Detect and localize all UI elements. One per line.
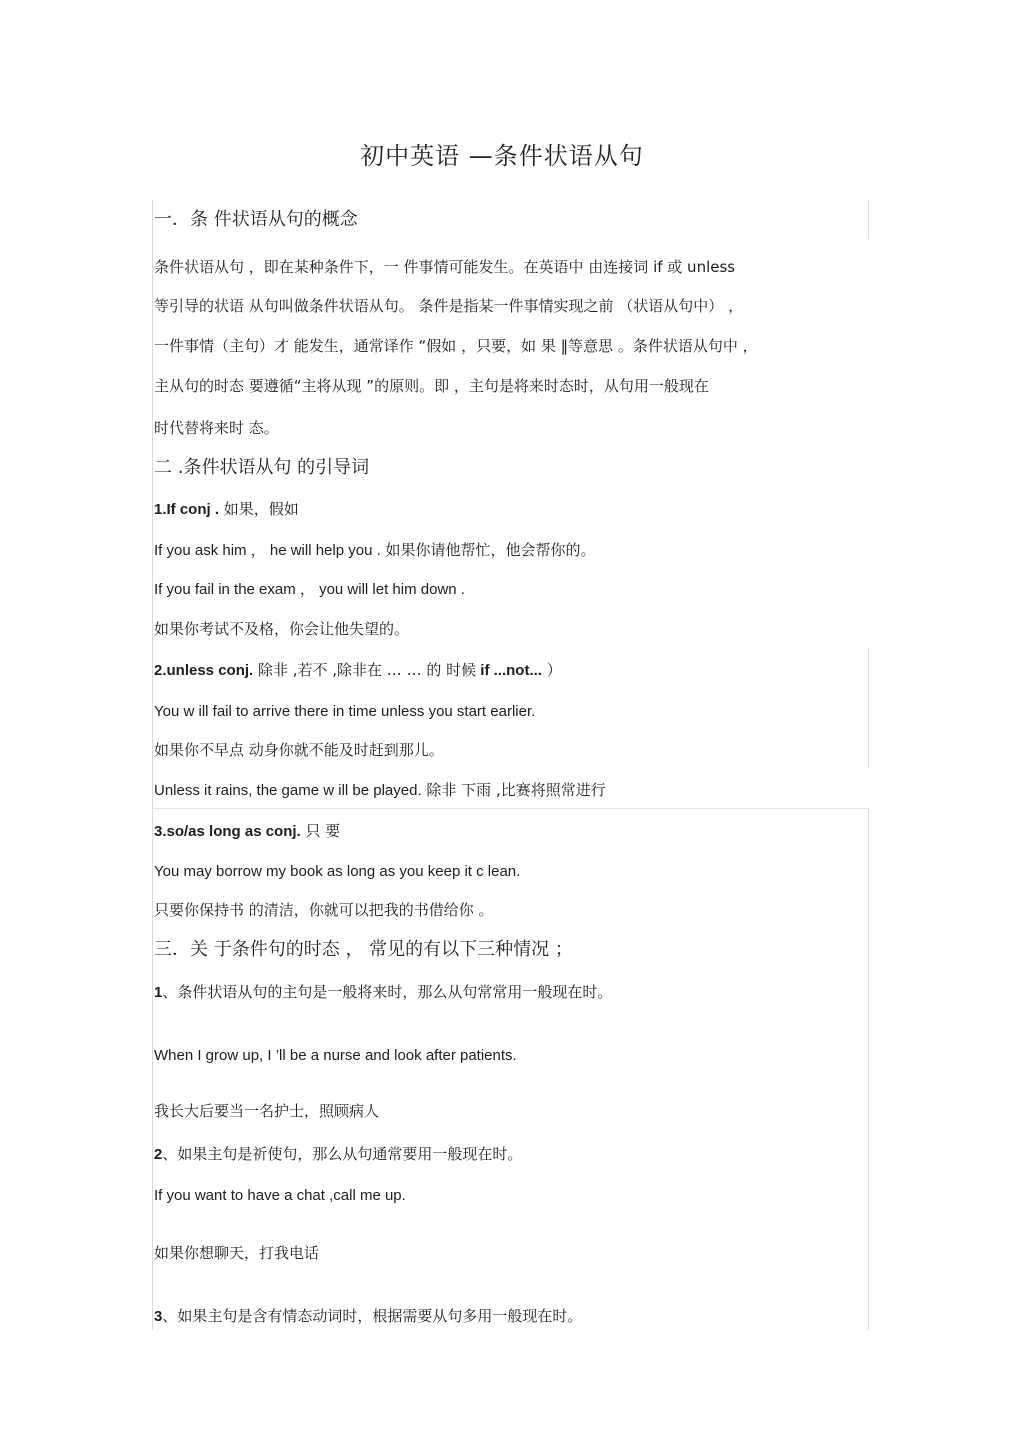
item-3-meaning: 只 要 [300, 822, 341, 840]
case-text: 、如果主句是含有情态动词时，根据需要从句多用一般现在时。 [162, 1307, 583, 1325]
case-2-rule [154, 1144, 522, 1165]
example-cn: 除非 下雨 ,比赛将照常进行 [421, 781, 606, 799]
case-number: 3 [154, 1308, 163, 1325]
scan-rule [152, 200, 153, 1330]
example-cn: 如果你请他帮忙，他会帮你的。 [380, 541, 596, 559]
example-cn: 如果你不早点 动身你就不能及时赶到那儿。 [154, 741, 444, 759]
case-1-rule [154, 982, 612, 1003]
item-3-label: 3.so/as long as conj. [154, 823, 301, 840]
example-cn: 只要你保持书 的清洁，你就可以把我的书借给你 。 [154, 901, 494, 919]
example-cn: 如果你想聊天，打我电话 [154, 1244, 320, 1262]
item-2-label: 2.unless conj. [154, 662, 254, 679]
paragraph-line: 条件状语从句 ，即在某种条件下，一 件事情可能发生。在英语中 由连接词 if 或 unless [154, 258, 736, 276]
case-text: 、条件状语从句的主句是一般将来时，那么从句常常用一般现在时。 [162, 983, 613, 1001]
section-3-heading: 三．关 于条件句的时态 ， 常见的有以下三种情况 ； [154, 939, 573, 960]
example-en: You may borrow my book as long as you keep it c lean. [154, 863, 521, 880]
example-en: If you fail in the exam ， you will let him down . [154, 581, 465, 598]
scan-rule [868, 648, 869, 768]
case-number: 2 [154, 1146, 163, 1163]
item-1-meaning: 如果，假如 [219, 500, 299, 518]
item-2-definition [154, 660, 562, 681]
item-3-definition [154, 821, 340, 842]
example-cn: 我长大后要当一名护士，照顾病人 [154, 1102, 380, 1120]
scan-rule [152, 808, 868, 809]
item-2-label-tail: if ...not... [476, 662, 542, 679]
scan-rule [868, 808, 869, 1330]
case-text: 、如果主句是祈使句，那么从句通常要用一般现在时。 [162, 1145, 523, 1163]
case-number: 1 [154, 984, 163, 1001]
item-1-label: 1.If conj . [154, 501, 220, 518]
item-2-meaning: 除非 ,若不 ,除非在 … … 的 时候 [253, 661, 477, 679]
section-1-heading: 一．条 件状语从句的概念 [154, 209, 358, 230]
case-3-rule [154, 1306, 582, 1327]
example-en: If you ask him ， he will help you . [154, 542, 381, 559]
example-sentence [154, 780, 606, 801]
item-1-definition [154, 499, 299, 520]
example-en: Unless it rains, the game w ill be played. [154, 782, 422, 799]
example-cn: 如果你考试不及格，你会让他失望的。 [154, 620, 410, 638]
paragraph-line: 主从句的时态 要遵循“主将从现 ”的原则。即 ，主句是将来时态时，从句用一般现在 [154, 377, 709, 395]
page-title: 初中英语 —条件状语从句 [360, 142, 644, 170]
item-2-paren: ） [541, 661, 562, 679]
example-sentence [154, 540, 596, 561]
example-en: If you want to have a chat ,call me up. [154, 1187, 406, 1204]
paragraph-line: 一件事情（主句）才 能发生，通常译作 “假如 ，只要，如 果 ‖等意思 。条件状语从句中 ， [154, 337, 758, 355]
example-en: When I grow up, I ’ll be a nurse and look after patients. [154, 1047, 517, 1064]
example-en: You w ill fail to arrive there in time unless you start earlier. [154, 703, 536, 720]
scan-rule [868, 200, 869, 238]
paragraph-line: 等引导的状语 从句叫做条件状语从句。 条件是指某一件事情实现之前 （状语从句中） ， [154, 297, 744, 315]
section-2-heading: 二 .条件状语从句 的引导词 [154, 457, 370, 478]
paragraph-line: 时代替将来时 态。 [154, 419, 279, 437]
